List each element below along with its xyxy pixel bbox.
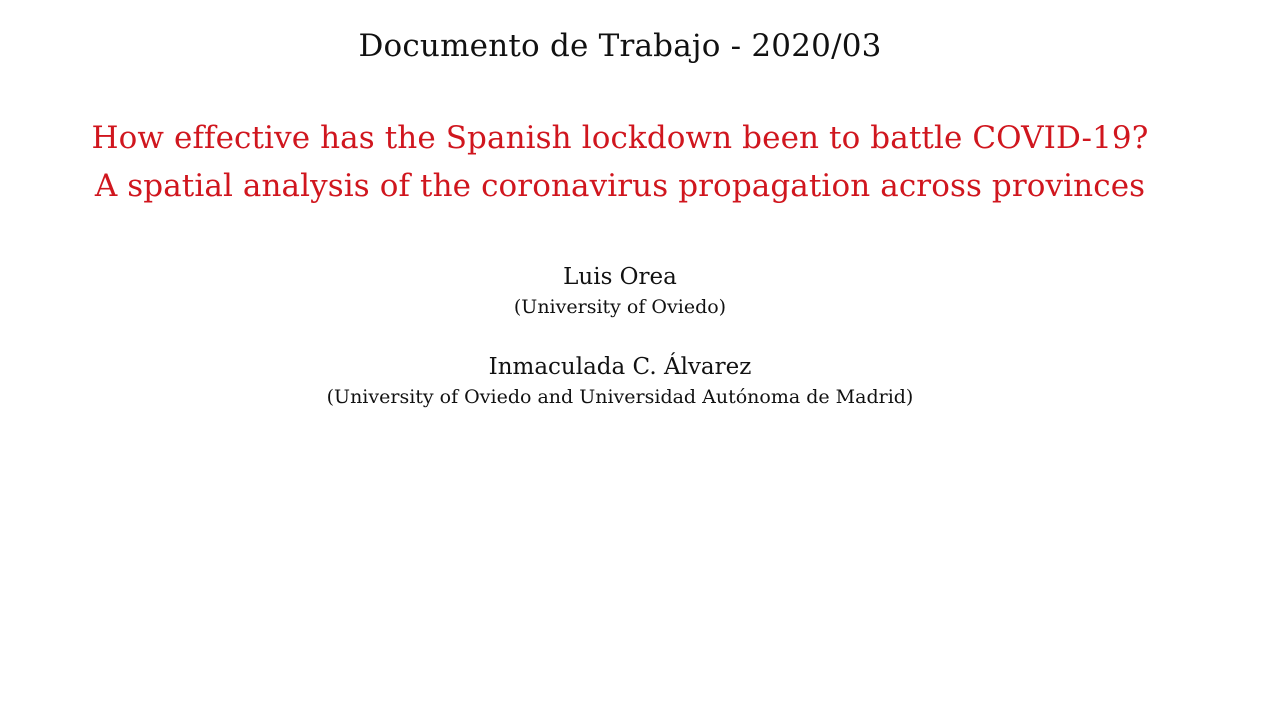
working-paper-series: Documento de Trabajo - 2020/03 xyxy=(358,28,882,64)
author-name: Inmaculada C. Álvarez xyxy=(488,354,752,380)
author-affiliation: (University of Oviedo and Universidad Autónoma de Madrid) xyxy=(326,386,914,408)
author-name: Luis Orea xyxy=(563,264,677,290)
author-affiliation: (University of Oviedo) xyxy=(513,296,727,318)
paper-title-line-1: How effective has the Spanish lockdown been to battle COVID-19? xyxy=(91,120,1149,156)
paper-title-line-2: A spatial analysis of the coronavirus propagation across provinces xyxy=(94,168,1146,204)
